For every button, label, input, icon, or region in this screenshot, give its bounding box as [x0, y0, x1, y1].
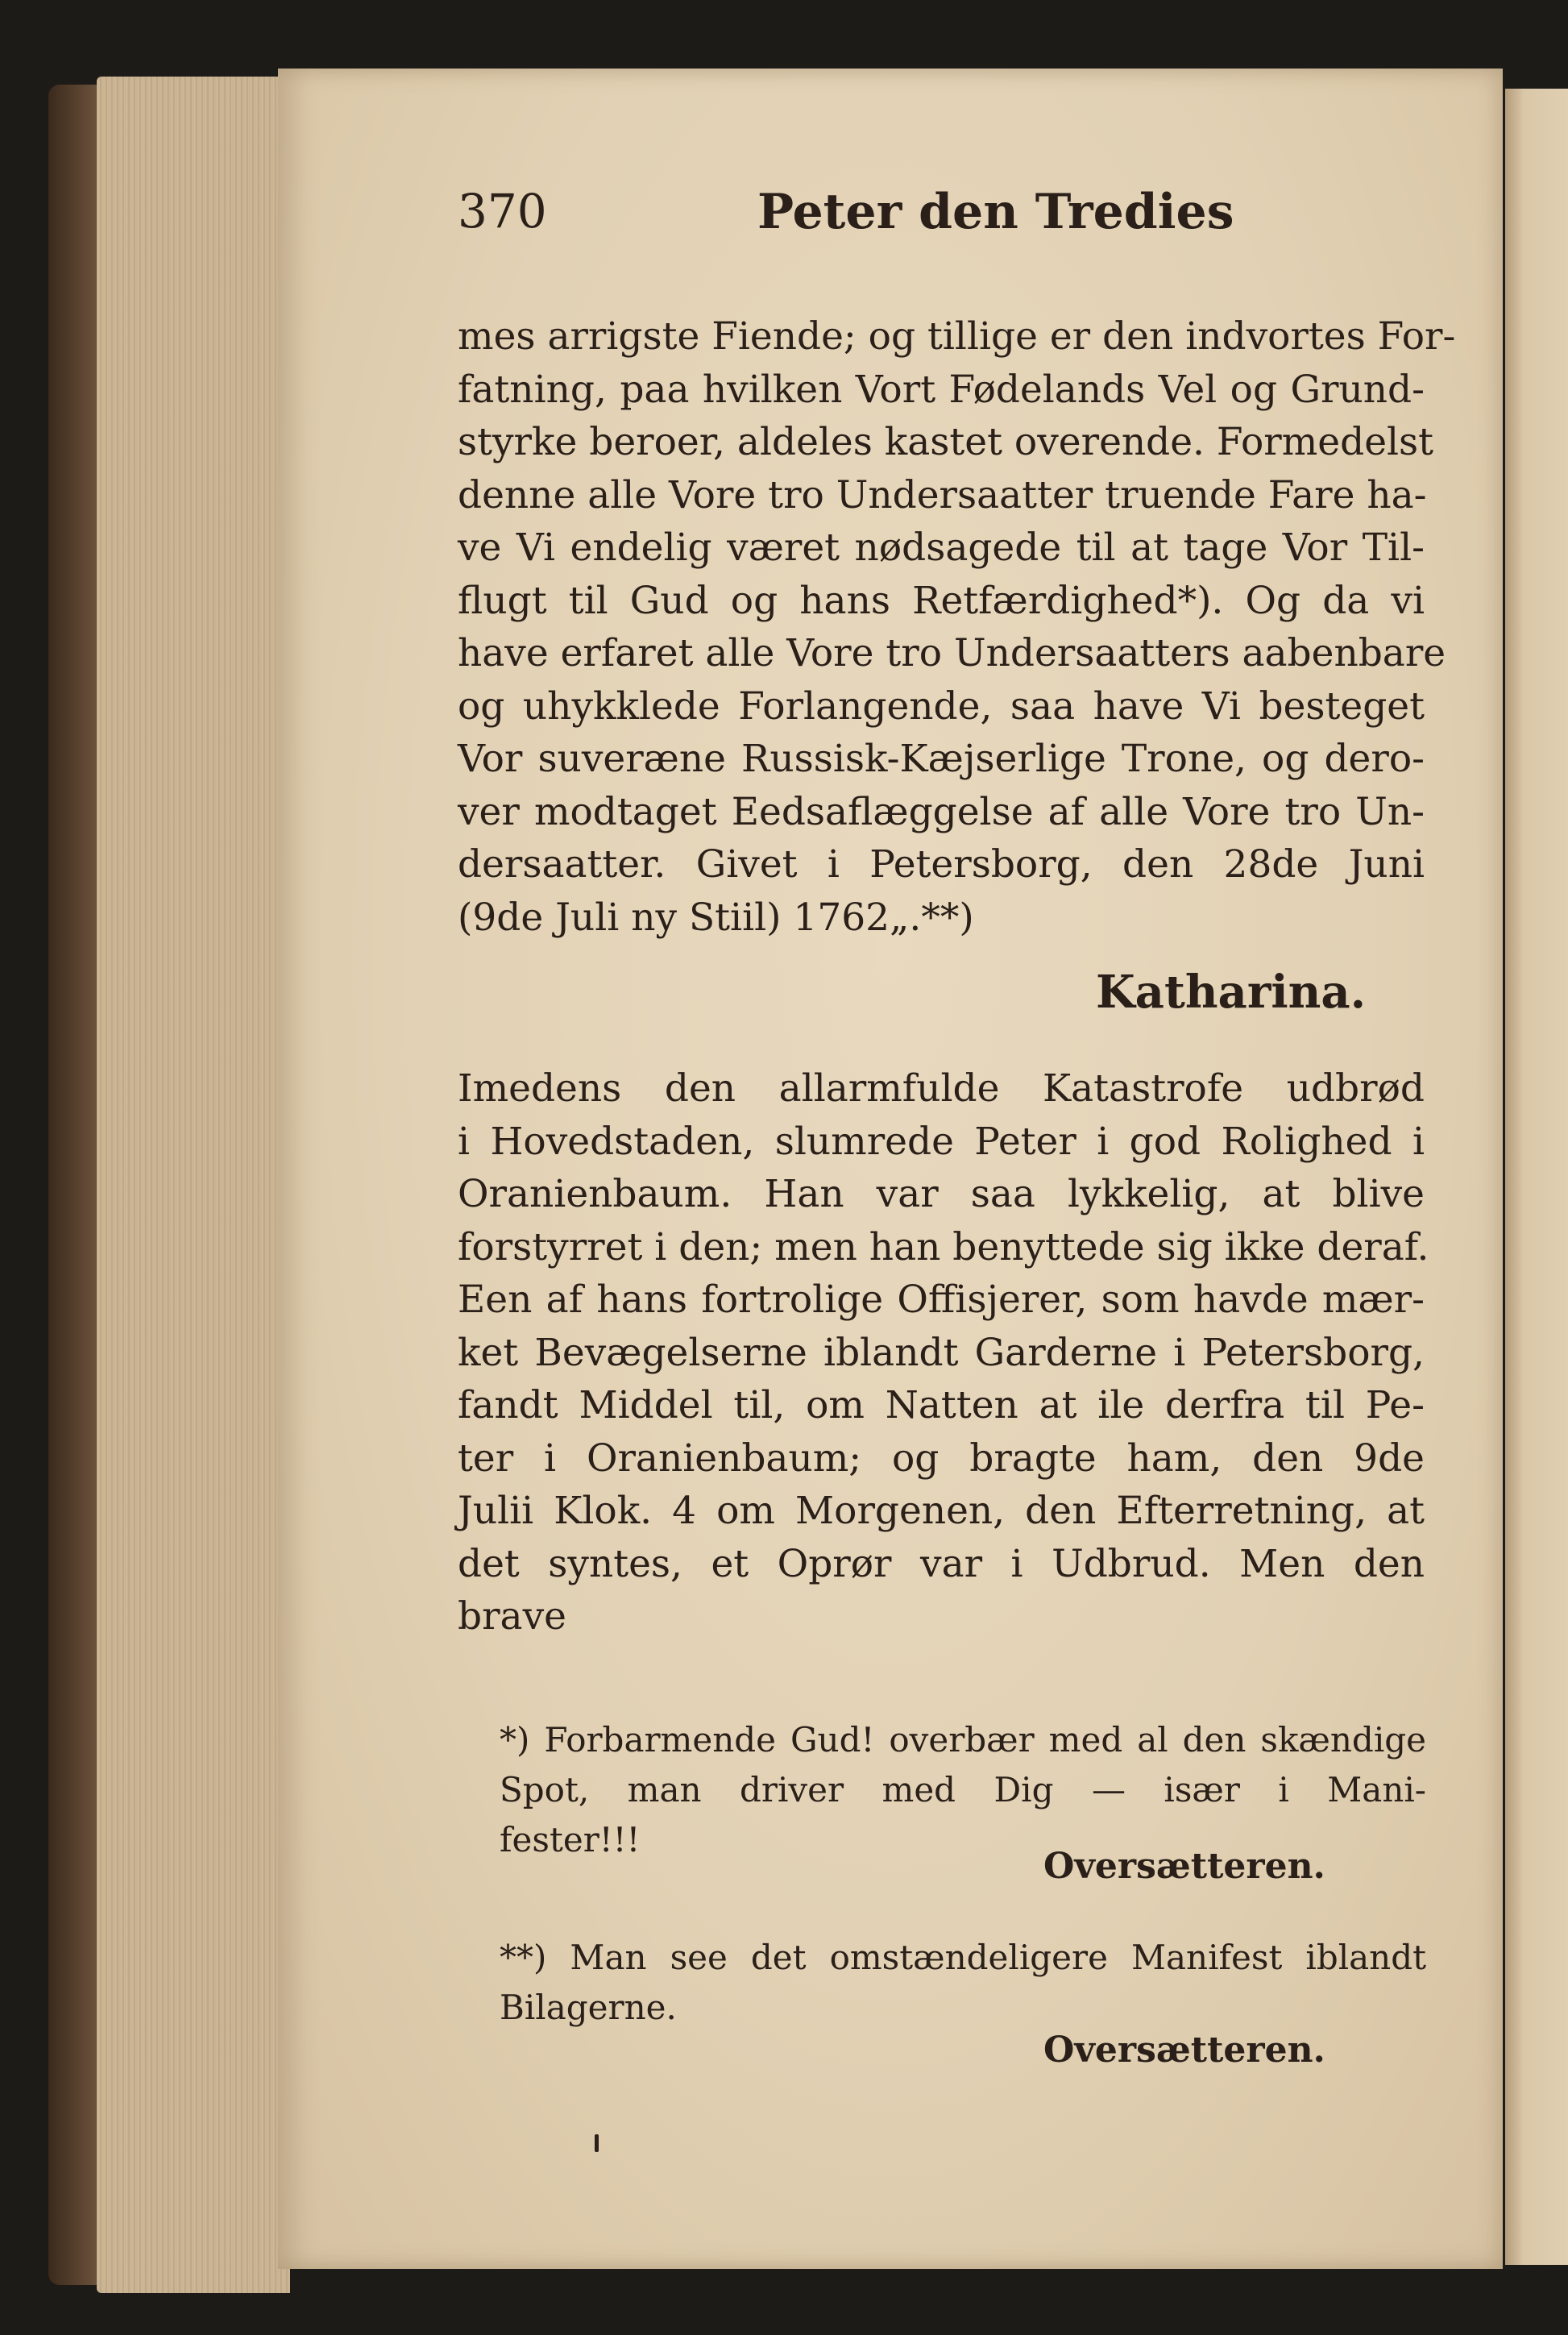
footnote-line: **) Man see det omstændeligere Manifest iblandt — [500, 1938, 1426, 1977]
text-line: og uhykklede Forlangende, saa have Vi besteget — [458, 683, 1425, 729]
footnote-2-signature: Oversætteren. — [1043, 2030, 1325, 2071]
text-line: ver modtaget Eedsaflæggelse af alle Vore tro Un- — [458, 789, 1425, 834]
text-line: ve Vi endelig været nødsagede til at tage Vor Til- — [458, 526, 1425, 570]
text-line: forstyrret i den; men han benyttede sig ikke deraf. — [458, 1224, 1429, 1269]
text-line: ket Bevægelserne iblandt Garderne i Petersborg, — [458, 1330, 1425, 1375]
text-line: det syntes, et Oprør var i Udbrud. Men den — [458, 1541, 1425, 1586]
footnote-line: *) Forbarmende Gud! overbær med al den skændige — [500, 1720, 1426, 1760]
manifesto-paragraph — [458, 310, 1456, 944]
ink-speck — [595, 2134, 599, 2152]
running-title: Peter den Tredies — [757, 184, 1234, 240]
footnote-1-signature: Oversætteren. — [1043, 1846, 1325, 1887]
text-line: fatning, paa hvilken Vort Fødelands Vel og Grund- — [458, 367, 1425, 412]
facing-page-edge — [1505, 89, 1568, 2265]
text-line: (9de Juli ny Stiil) 1762„.**) — [458, 895, 974, 940]
footnote-1 — [500, 1715, 1426, 1865]
footnote-line: Bilagerne. — [500, 1988, 677, 2027]
text-line: dersaatter. Givet i Petersborg, den 28de Juni — [458, 842, 1425, 887]
text-line: have erfaret alle Vore tro Undersaatters aabenbare — [458, 631, 1446, 675]
footnote-line: fester!!! — [500, 1820, 641, 1859]
footnote-line: Spot, man driver med Dig — især i Mani- — [500, 1770, 1426, 1809]
page-stack — [97, 77, 290, 2293]
text-line: Een af hans fortrolige Offisjerer, som havde mær- — [458, 1278, 1425, 1322]
text-line: i Hovedstaden, slumrede Peter i god Rolighed i — [458, 1119, 1425, 1164]
text-line: Julii Klok. 4 om Morgenen, den Efterretning, at — [458, 1489, 1425, 1533]
text-line: Oranienbaum. Han var saa lykkelig, at blive — [458, 1172, 1425, 1216]
text-line: mes arrigste Fiende; og tillige er den indvortes For- — [458, 314, 1456, 359]
catchword: brave — [458, 1594, 566, 1639]
text-line: Vor suveræne Russisk-Kæjserlige Trone, og dero- — [458, 737, 1425, 781]
footnote-2 — [500, 1933, 1426, 2033]
text-line: flugt til Gud og hans Retfærdighed*). Og da vi — [458, 578, 1425, 623]
text-line: ter i Oranienbaum; og bragte ham, den 9de — [458, 1435, 1425, 1481]
signature-katharina: Katharina. — [1096, 966, 1367, 1019]
text-line: denne alle Vore tro Undersaatter truende Fare ha- — [458, 472, 1427, 517]
text-line: styrke beroer, aldeles kastet overende. Formedelst — [458, 420, 1434, 464]
text-line: Imedens den allarmfulde Katastrofe udbrød — [458, 1066, 1425, 1111]
page-number: 370 — [458, 184, 547, 239]
narrative-paragraph — [458, 1062, 1429, 1643]
text-line: fandt Middel til, om Natten at ile derfra til Pe- — [458, 1383, 1425, 1427]
